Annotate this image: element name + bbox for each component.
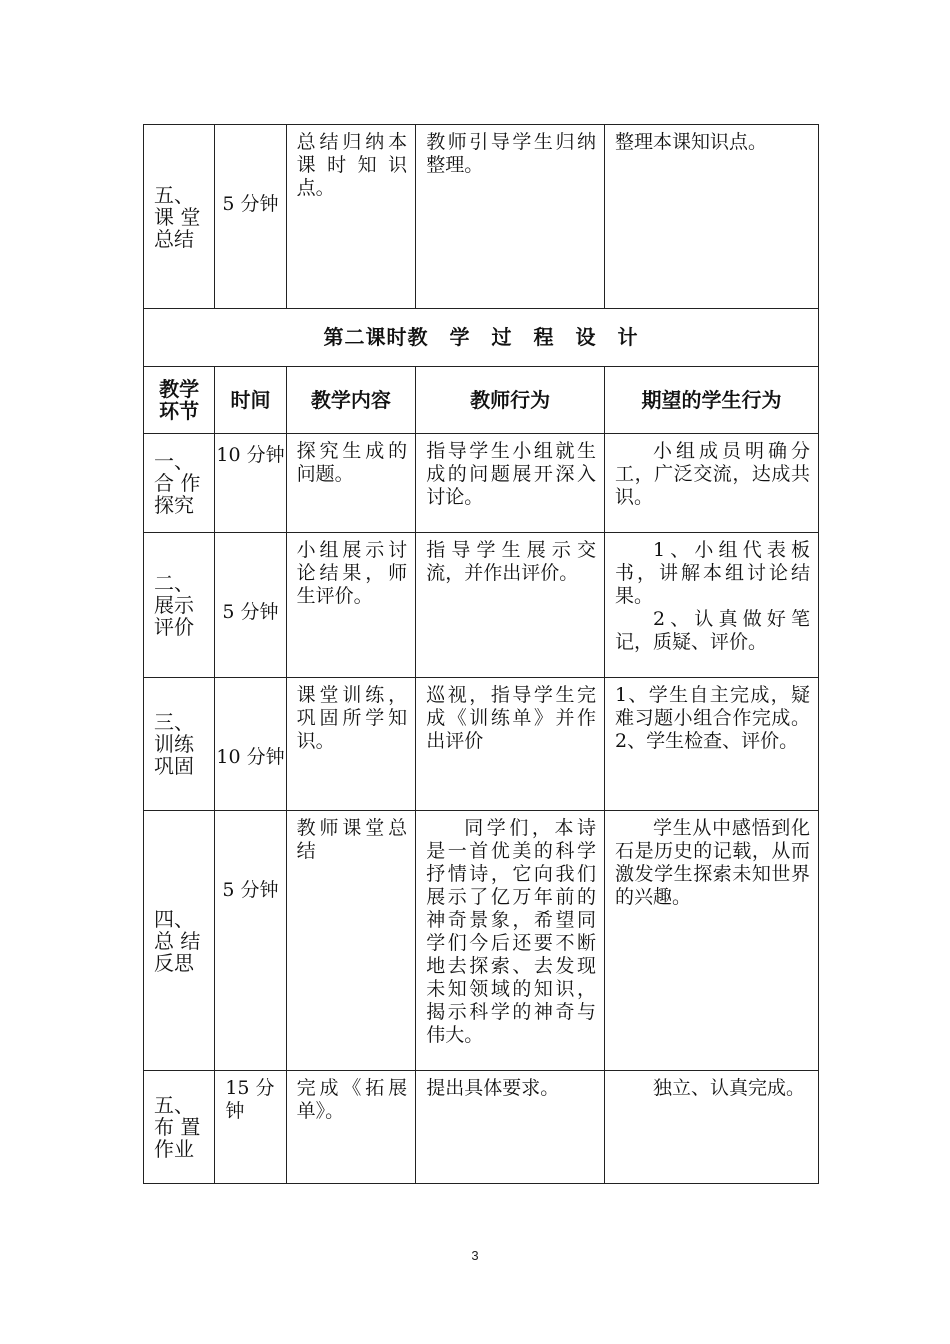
header-row	[144, 367, 819, 434]
time-cell: 5 分钟	[215, 811, 286, 1071]
student-cell: 整理本课知识点。	[605, 125, 819, 309]
table-row	[144, 678, 819, 811]
stage-cell: 二、 展示 评价	[144, 533, 215, 678]
content-cell: 课堂训练，巩固所学知识。	[286, 678, 416, 811]
table-row	[144, 434, 819, 533]
teacher-cell: 指导学生展示交流，并作出评价。	[416, 533, 605, 678]
table-row	[144, 533, 819, 678]
table-row	[144, 125, 819, 309]
stage-cell: 五、 布 置 作业	[144, 1071, 215, 1184]
stage-cell: 三、 训练 巩固	[144, 678, 215, 811]
teacher-cell: 指导学生小组就生成的问题展开深入讨论。	[416, 434, 605, 533]
student-cell: 小组成员明确分工，广泛交流，达成共识。	[605, 434, 819, 533]
teacher-cell: 提出具体要求。	[416, 1071, 605, 1184]
student-cell: 1、学生自主完成，疑难习题小组合作完成。2、学生检查、评价。	[605, 678, 819, 811]
content-cell: 教师课堂总结	[286, 811, 416, 1071]
stage-cell: 一、 合 作 探究	[144, 434, 215, 533]
content-cell: 总结归纳本课时知识点。	[286, 125, 416, 309]
student-item: 2、认真做好笔记，质疑、评价。	[615, 608, 810, 653]
section-title: 第二课时教 学 过 程 设 计	[144, 309, 819, 367]
header-teacher: 教师行为	[416, 367, 605, 434]
header-student: 期望的学生行为	[605, 367, 819, 434]
header-stage: 教学环节	[144, 367, 215, 434]
lesson-plan-table	[143, 124, 819, 1184]
time-cell: 15 分钟	[215, 1071, 286, 1184]
time-cell: 5 分钟	[215, 533, 286, 678]
time-cell: 10 分钟	[215, 678, 286, 811]
table-row	[144, 811, 819, 1071]
page-number: 3	[471, 1248, 479, 1263]
content-cell: 完成《拓展单》。	[286, 1071, 416, 1184]
student-item: 1、小组代表板书，讲解本组讨论结果。	[615, 539, 810, 607]
stage-cell: 五、 课 堂 总结	[144, 125, 215, 309]
student-cell	[605, 533, 819, 678]
time-cell: 5 分钟	[215, 125, 286, 309]
stage-cell: 四、 总 结 反思	[144, 811, 215, 1071]
content-cell: 小组展示讨论结果，师生评价。	[286, 533, 416, 678]
student-cell: 独立、认真完成。	[605, 1071, 819, 1184]
content-cell: 探究生成的问题。	[286, 434, 416, 533]
time-cell: 10 分钟	[215, 434, 286, 533]
table-row	[144, 1071, 819, 1184]
teacher-cell: 巡视，指导学生完成《训练单》并作出评价	[416, 678, 605, 811]
header-content: 教学内容	[286, 367, 416, 434]
teacher-cell: 教师引导学生归纳整理。	[416, 125, 605, 309]
header-time: 时间	[215, 367, 286, 434]
student-cell: 学生从中感悟到化石是历史的记载，从而激发学生探索未知世界的兴趣。	[605, 811, 819, 1071]
section-title-row	[144, 309, 819, 367]
teacher-cell: 同学们，本诗是一首优美的科学抒情诗，它向我们展示了亿万年前的神奇景象，希望同学们今后还要不断地去探索、去发现未知领域的知识，揭示科学的神奇与伟大。	[416, 811, 605, 1071]
